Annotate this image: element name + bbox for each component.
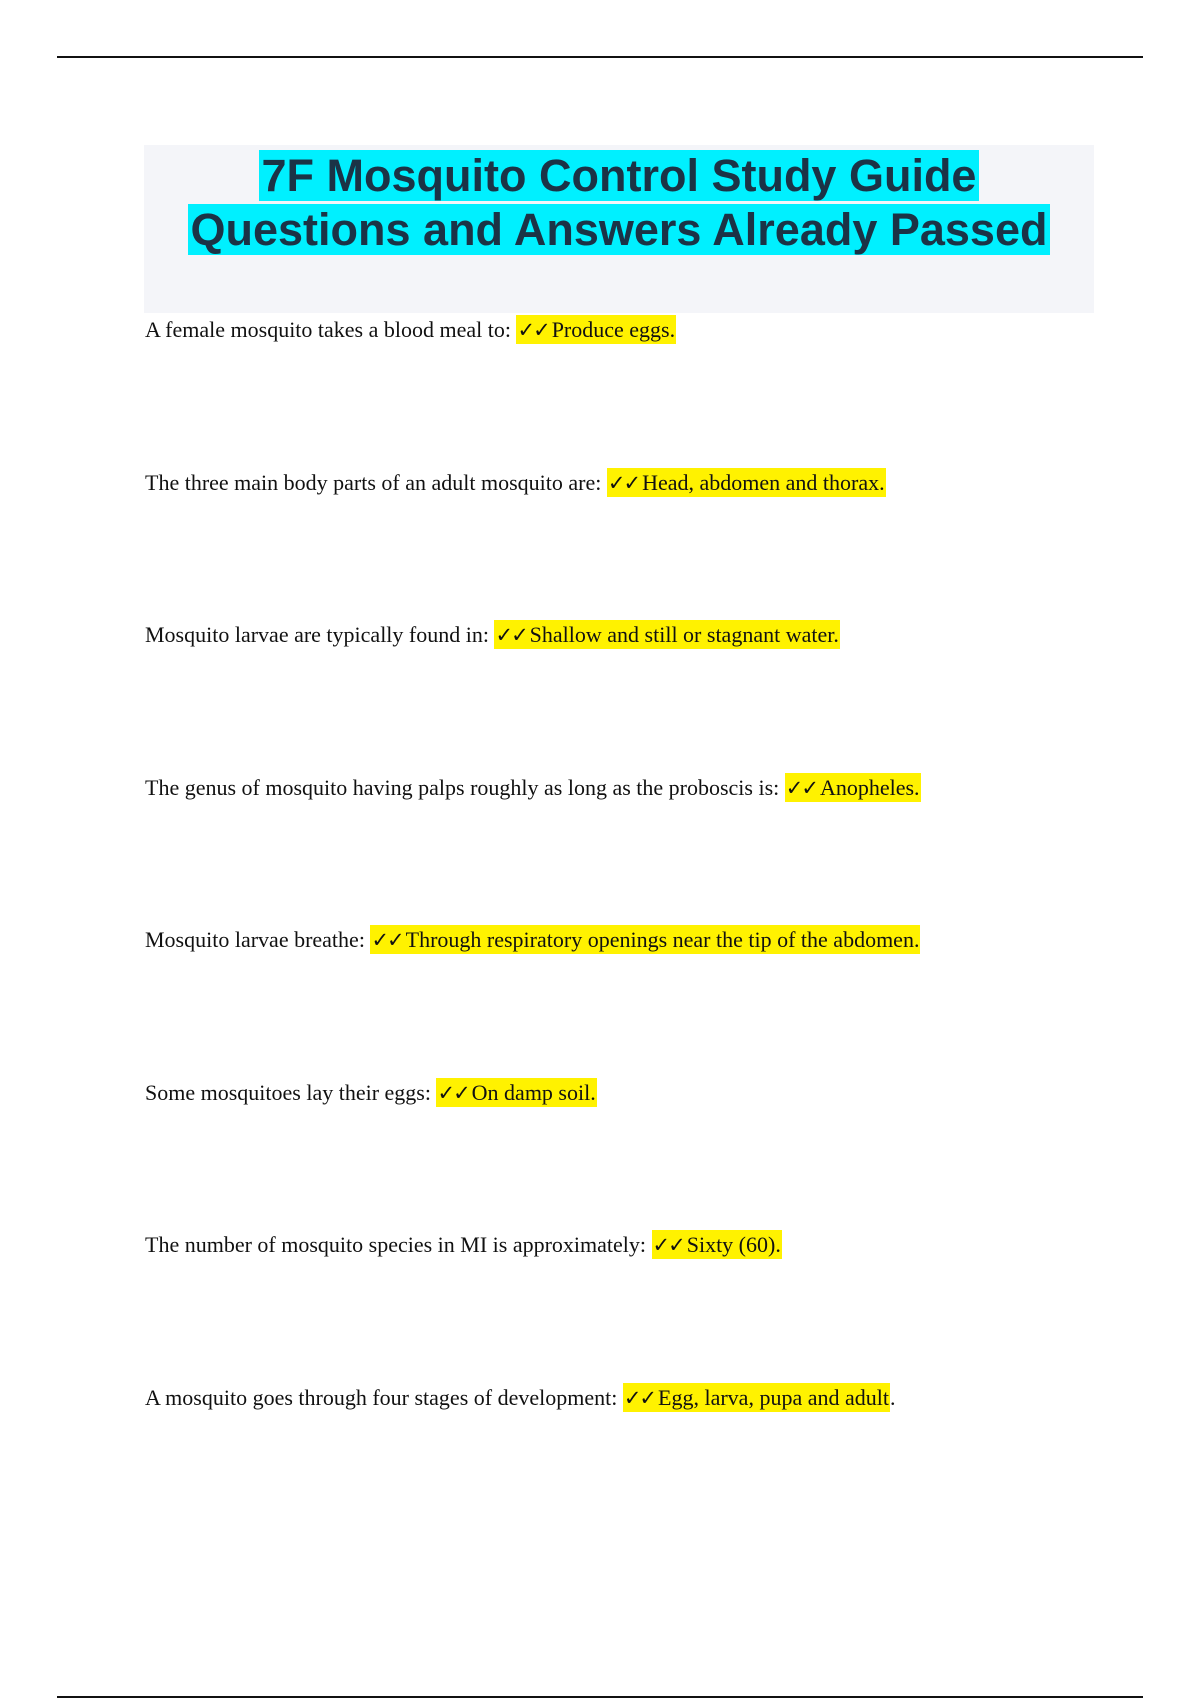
answer-text: Head, abdomen and thorax. (642, 469, 885, 495)
answer-text: Shallow and still or stagnant water. (529, 622, 839, 647)
qa-item (145, 465, 1105, 618)
question-text: Mosquito larvae breathe: (145, 927, 371, 952)
double-check-icon: ✓✓ (623, 1385, 656, 1410)
double-check-icon: ✓✓ (517, 318, 549, 342)
answer-highlight (652, 1230, 782, 1259)
qa-item (145, 1227, 1105, 1380)
question-text: Some mosquitoes lay their eggs: (145, 1079, 437, 1105)
answer-highlight (436, 1078, 596, 1107)
question-text: Mosquito larvae are typically found in: (145, 622, 495, 647)
bottom-rule (57, 1696, 1143, 1698)
answer-text: Anopheles. (819, 774, 920, 800)
qa-item (145, 1075, 1105, 1228)
double-check-icon: ✓✓ (652, 1233, 684, 1257)
double-check-icon: ✓✓ (495, 623, 527, 647)
title-line-1 (144, 149, 1094, 203)
qa-list (145, 312, 1105, 1532)
qa-item (145, 922, 1105, 1075)
qa-item (145, 770, 1105, 923)
qa-item (145, 1380, 1105, 1533)
qa-item (145, 617, 1105, 770)
top-rule (57, 56, 1143, 58)
answer-highlight (623, 1383, 890, 1412)
double-check-icon: ✓✓ (785, 775, 817, 800)
title-line-1-text: 7F Mosquito Control Study Guide (259, 150, 980, 201)
answer-highlight (370, 925, 920, 954)
double-check-icon: ✓✓ (371, 928, 403, 952)
document-title (144, 145, 1094, 313)
question-text: A mosquito goes through four stages of development: (145, 1384, 623, 1410)
answer-highlight (494, 620, 839, 649)
answer-highlight (516, 315, 676, 344)
question-text: The genus of mosquito having palps roughly as long as the proboscis is: (145, 774, 785, 800)
double-check-icon: ✓✓ (437, 1080, 469, 1105)
answer-highlight (607, 468, 886, 497)
question-text: The three main body parts of an adult mosquito are: (145, 469, 607, 495)
answer-highlight (785, 773, 921, 802)
answer-text: On damp soil. (471, 1079, 596, 1105)
title-line-2 (144, 203, 1094, 257)
double-check-icon: ✓✓ (607, 470, 640, 495)
question-text: A female mosquito takes a blood meal to: (145, 317, 517, 342)
answer-text: Through respiratory openings near the tip of the abdomen. (405, 927, 920, 952)
answer-text: Sixty (60). (686, 1232, 781, 1257)
answer-text: Egg, larva, pupa and adult (658, 1384, 889, 1410)
title-line-2-text: Questions and Answers Already Passed (188, 204, 1051, 255)
qa-item (145, 312, 1105, 465)
question-text: The number of mosquito species in MI is approximately: (145, 1232, 652, 1257)
answer-trailing-period: . (889, 1384, 896, 1410)
answer-text: Produce eggs. (551, 317, 676, 342)
